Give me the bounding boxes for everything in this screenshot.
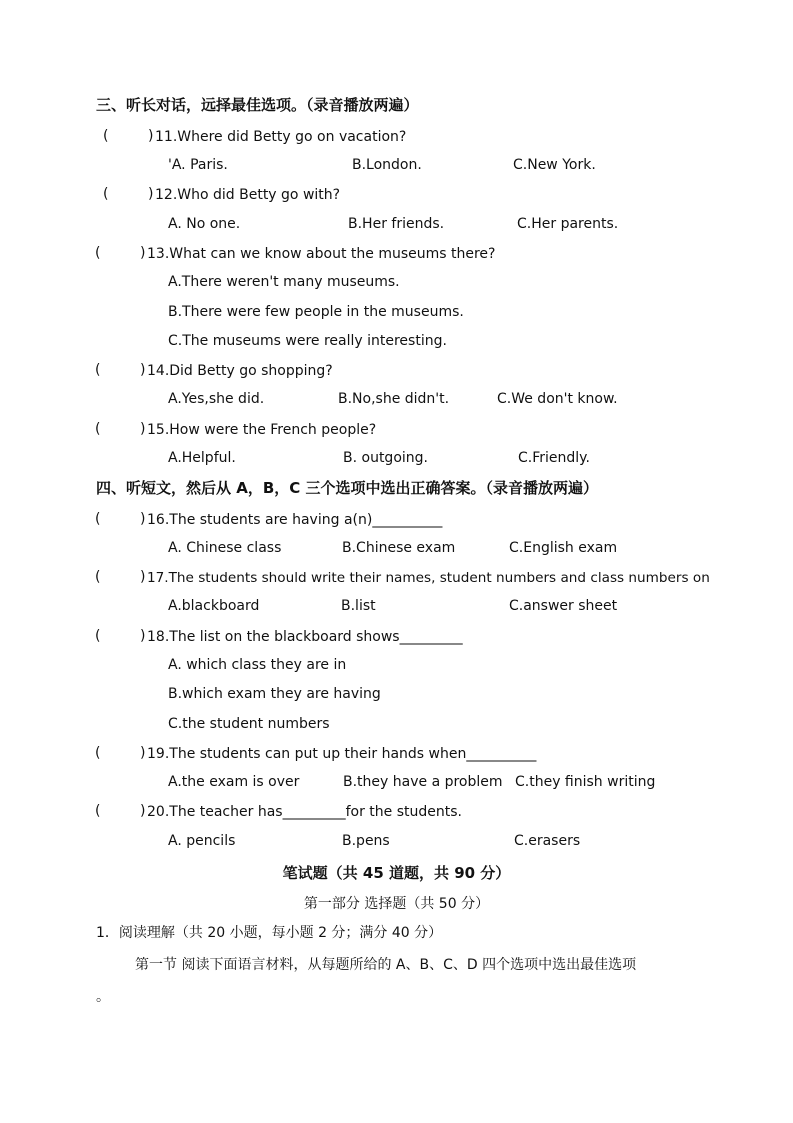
option-c: C.they finish writing bbox=[515, 774, 656, 790]
option-b: B. outgoing. bbox=[343, 450, 428, 466]
option-c: C.erasers bbox=[514, 833, 581, 849]
answer-paren-open: ( bbox=[95, 803, 101, 819]
option-c: C.The museums were really interesting. bbox=[168, 333, 447, 349]
answer-paren-open: ( bbox=[95, 569, 101, 585]
answer-paren-close: ) bbox=[140, 569, 146, 585]
question-stem: 11.Where did Betty go on vacation? bbox=[155, 129, 407, 145]
question-stem: 16.The students are having a(n)__________ bbox=[147, 512, 443, 528]
option-c: C.English exam bbox=[509, 540, 618, 556]
question-stem: 15.How were the French people? bbox=[147, 422, 377, 438]
question-stem: 14.Did Betty go shopping? bbox=[147, 363, 333, 379]
option-b: B.which exam they are having bbox=[168, 686, 381, 702]
question-stem: 17.The students should write their names, student numbers and class numbers on bbox=[147, 570, 710, 586]
answer-paren-close: ) bbox=[140, 421, 146, 437]
answer-paren-open: ( bbox=[95, 245, 101, 261]
answer-paren-close: ) bbox=[148, 186, 154, 202]
answer-paren-open: ( bbox=[95, 421, 101, 437]
answer-paren-close: ) bbox=[140, 362, 146, 378]
question-stem: 12.Who did Betty go with? bbox=[155, 187, 341, 203]
option-b: B.There were few people in the museums. bbox=[168, 304, 464, 320]
option-b: B.No,she didn't. bbox=[338, 391, 450, 407]
answer-paren-close: ) bbox=[140, 628, 146, 644]
question-stem: 18.The list on the blackboard shows_________ bbox=[147, 629, 463, 645]
option-b: B.they have a problem bbox=[343, 774, 503, 790]
option-c: C.Friendly. bbox=[518, 450, 590, 466]
option-a: A.Helpful. bbox=[168, 450, 236, 466]
section1-instruction-end: 。 bbox=[96, 989, 110, 1005]
reading-comprehension-heading: 1．阅读理解（共 20 小题，每小题 2 分；满分 40 分） bbox=[96, 925, 443, 941]
section4-heading: 四、听短文，然后从 A，B，C 三个选项中选出正确答案。（录音播放两遍） bbox=[96, 479, 598, 497]
option-a: A.the exam is over bbox=[168, 774, 300, 790]
written-test-title: 笔试题（共 45 道题，共 90 分） bbox=[282, 864, 511, 882]
option-a: A. Chinese class bbox=[168, 540, 282, 556]
answer-paren-close: ) bbox=[140, 511, 146, 527]
option-c: C.New York. bbox=[513, 157, 596, 173]
part1-title: 第一部分 选择题（共 50 分） bbox=[303, 896, 490, 912]
option-a: A. which class they are in bbox=[168, 657, 347, 673]
question-stem: 13.What can we know about the museums there? bbox=[147, 246, 496, 262]
answer-paren-close: ) bbox=[140, 745, 146, 761]
option-b: B.London. bbox=[352, 157, 422, 173]
answer-paren-close: ) bbox=[148, 128, 154, 144]
option-b: B.pens bbox=[342, 833, 390, 849]
option-a: A. pencils bbox=[168, 833, 236, 849]
answer-paren-open: ( bbox=[95, 745, 101, 761]
option-b: B.Chinese exam bbox=[342, 540, 456, 556]
question-stem: 20.The teacher has_________for the students. bbox=[147, 804, 462, 820]
option-b: B.list bbox=[341, 598, 376, 614]
answer-paren-close: ) bbox=[140, 245, 146, 261]
section1-instruction: 第一节 阅读下面语言材料，从每题所给的 A、B、C、D 四个选项中选出最佳选项 bbox=[135, 957, 637, 973]
answer-paren-open: ( bbox=[95, 511, 101, 527]
option-c: C.Her parents. bbox=[517, 216, 619, 232]
question-stem: 19.The students can put up their hands when__________ bbox=[147, 746, 537, 762]
option-a: A. No one. bbox=[168, 216, 241, 232]
answer-paren-close: ) bbox=[140, 803, 146, 819]
option-c: C.the student numbers bbox=[168, 716, 330, 732]
option-a: A.There weren't many museums. bbox=[168, 274, 400, 290]
answer-paren-open: ( bbox=[103, 186, 109, 202]
answer-paren-open: ( bbox=[103, 128, 109, 144]
section3-heading: 三、听长对话，远择最佳选项。（录音播放两遍） bbox=[96, 96, 419, 114]
option-a: 'A. Paris. bbox=[168, 157, 228, 173]
option-c: C.We don't know. bbox=[497, 391, 618, 407]
option-c: C.answer sheet bbox=[509, 598, 618, 614]
option-a: A.blackboard bbox=[168, 598, 260, 614]
answer-paren-open: ( bbox=[95, 628, 101, 644]
option-a: A.Yes,she did. bbox=[168, 391, 265, 407]
option-b: B.Her friends. bbox=[348, 216, 445, 232]
answer-paren-open: ( bbox=[95, 362, 101, 378]
